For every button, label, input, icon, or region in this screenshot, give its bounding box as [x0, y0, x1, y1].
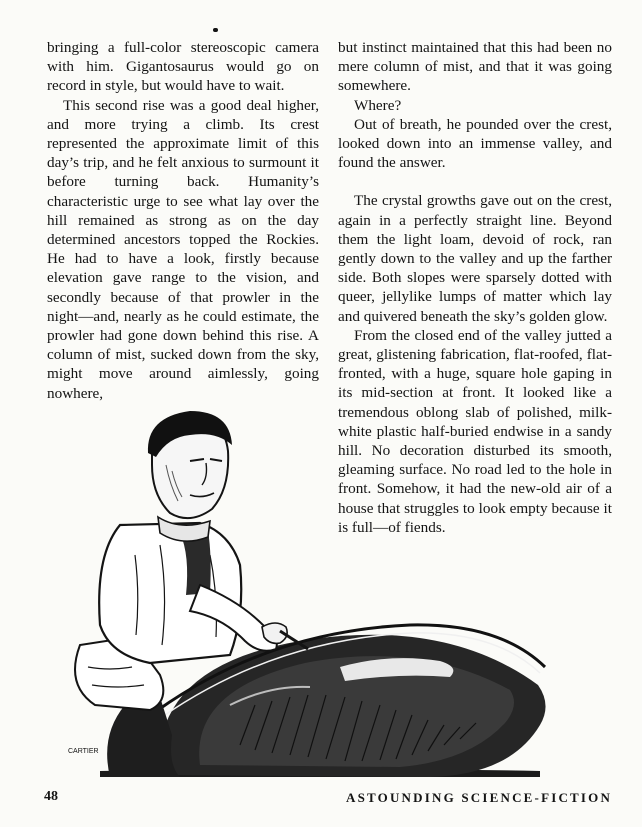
signature-text: CARTIER	[68, 748, 99, 755]
paragraph: but instinct maintained that this had been no mere column of mist, and that it was going somewhere.	[338, 39, 612, 95]
paragraph: The crystal growths gave out on the crest, again in a perfectly straight line. Beyond them the light loam, devoid of rock, ran gently down to the valley and up the farther side. Both slopes were sparsely dotted with queer, jellylike lumps of matter which lay and quivered beneath the sky’s golden glow.	[338, 192, 612, 325]
artist-signature	[68, 745, 108, 755]
magazine-title: ASTOUNDING SCIENCE-FICTION	[346, 790, 613, 805]
story-illustration	[40, 405, 552, 783]
page-footer	[0, 787, 642, 809]
paragraph: This second rise was a good deal higher, and more trying a climb. Its crest represented the approximate limit of this day’s trip, and he felt anxious to surmount it before turning back. Humanity’s characteristic urge to see what lay over the hill remained as strong as on the day determined ancestors topped the Rockies. He had to have a look, firstly because elevation gave range to the vision, and secondly because of that prowler in the night—and, nearly as he could estimate, the prowler had gone down behind this rise. A column of mist, sucked down from the sky, might move around aimlessly, going nowhere,	[47, 96, 319, 402]
page-number: 48	[44, 789, 58, 804]
left-text-column	[47, 38, 319, 403]
paragraph: bringing a full-color stereoscopic camera with him. Gigantosaurus would go on record in style, but would have to wait.	[47, 39, 319, 95]
ink-speck	[213, 28, 218, 32]
paragraph: Where?	[354, 96, 402, 114]
paragraph: Out of breath, he pounded over the crest, looked down into an immense valley, and found the answer.	[338, 115, 612, 172]
paragraph: From the closed end of the valley jutted a great, glistening fabrication, flat-roofed, flat-fronted, with a huge, square hole gaping in its mid-section at front. It looked like a tremendous oblong slab of polished, milk-white plastic half-buried endwise in a sandy hill. No decoration disturbed its smooth, gleaming surface. No road led to the hole in front. Somehow, it had the new-old air of a house that struggles to look empty because it is full—of fiends.	[338, 326, 612, 536]
